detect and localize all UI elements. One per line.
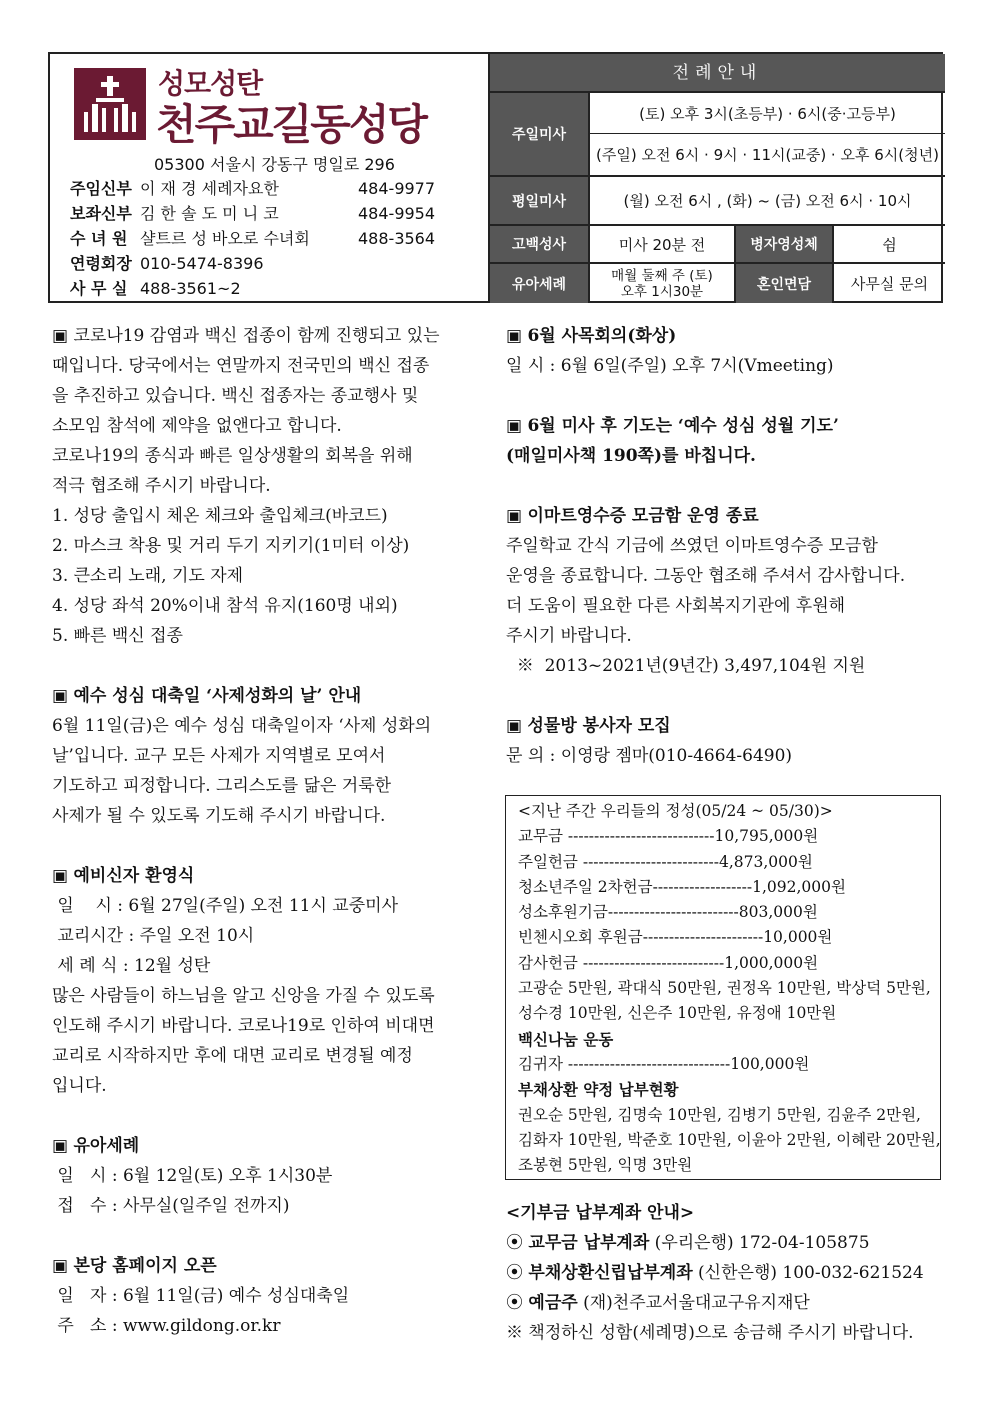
contact-role: 수 녀 원 — [70, 229, 128, 248]
account-value: (재)천주교서울대교구유지재단 — [577, 1293, 810, 1313]
offering-label: 주일헌금 — [518, 852, 583, 871]
parish-logo — [74, 68, 146, 140]
offering-value: 10,000원 — [763, 928, 833, 947]
account-item — [506, 1288, 944, 1318]
offering-summary-box — [505, 795, 941, 1180]
radio-bullet-icon: ⦿ — [506, 1263, 529, 1283]
homepage-line: 일 자 : 6월 11일(금) 예수 성심대축일 — [52, 1286, 350, 1306]
account-value: (우리은행) 172-04-105875 — [649, 1233, 870, 1253]
contact-row — [70, 251, 264, 274]
infant-baptism-value — [590, 264, 734, 303]
offering-label: 청소년주일 2차헌금 — [518, 877, 653, 896]
emart-line: 운영을 종료합니다. 그동안 협조해 주셔서 감사합니다. — [506, 566, 906, 586]
homepage-title: ▣ 본당 홈페이지 오픈 — [52, 1256, 217, 1276]
catechumen-line: 입니다. — [52, 1076, 107, 1096]
square-bullet-icon: ▣ — [52, 326, 74, 346]
covid-notice-line: 코로나19의 종식과 빠른 일상생활의 회복을 위해 — [52, 446, 413, 466]
infant-baptism-line: 접 수 : 사무실(일주일 전까지) — [52, 1196, 290, 1216]
sunday-mass-row — [490, 93, 945, 177]
contact-role: 사 무 실 — [70, 279, 128, 298]
donor-line: 조봉현 5만원, 익명 3만원 — [518, 1156, 693, 1175]
infant-baptism-line: 일 시 : 6월 12일(토) 오후 1시30분 — [52, 1166, 333, 1186]
parish-subtitle: 성모성탄 — [158, 67, 263, 100]
covid-rule-item: 5. 빠른 백신 접종 — [52, 626, 183, 646]
catechumen-line: 많은 사람들이 하느님을 알고 신앙을 가질 수 있도록 — [52, 986, 435, 1006]
emart-line: 더 도움이 필요한 다른 사회복지기관에 후원해 — [506, 596, 846, 616]
sick-communion-label: 병자영성체 — [734, 226, 834, 262]
contact-name: 샬트르 성 바오로 수녀회 — [140, 229, 310, 248]
square-bullet-icon: ▣ — [52, 1136, 74, 1156]
emart-title: ▣ 이마트영수증 모금함 운영 종료 — [506, 506, 759, 526]
covid-notice-line: 때입니다. 당국에서는 연말까지 전국민의 백신 접종 — [52, 356, 430, 376]
infant-baptism-title: ▣ 유아세례 — [52, 1136, 140, 1156]
square-bullet-icon: ▣ — [52, 686, 74, 706]
priest-day-line: 6월 11일(금)은 예수 성심 대축일이자 ‘사제 성화의 — [52, 716, 432, 736]
covid-rule-item: 3. 큰소리 노래, 기도 자제 — [52, 566, 244, 586]
meeting-line: 일 시 : 6월 6일(주일) 오후 7시(Vmeeting) — [506, 356, 834, 376]
contact-name: 이 재 경 세례자요한 — [140, 179, 279, 198]
offering-label: 감사헌금 — [518, 953, 583, 972]
contact-role: 연령회장 — [70, 254, 132, 273]
priest-day-line: 사제가 될 수 있도록 기도해 주시기 바랍니다. — [52, 806, 386, 826]
priest-day-line: 기도하고 피정합니다. 그리스도를 닮은 거룩한 — [52, 776, 392, 796]
contact-role: 보좌신부 — [70, 204, 132, 223]
donor-line: 성수경 10만원, 신은주 10만원, 유정애 10만원 — [518, 1004, 837, 1023]
contact-row — [70, 276, 241, 299]
sunday-mass-label: 주일미사 — [490, 93, 590, 175]
priest-day-title: ▣ 예수 성심 대축일 ‘사제성화의 날’ 안내 — [52, 686, 362, 706]
donor-line: 권오순 5만원, 김명숙 10만원, 김병기 5만원, 김윤주 2만원, — [518, 1105, 921, 1124]
covid-rule-item: 2. 마스크 착용 및 거리 두기 지키기(1미터 이상) — [52, 536, 410, 556]
right-column — [506, 321, 944, 771]
parish-info — [50, 54, 490, 301]
confession-value: 미사 20분 전 — [618, 235, 706, 254]
contact-role: 주임신부 — [70, 179, 132, 198]
donor-line: 고광순 5만원, 곽대식 50만원, 권정옥 10만원, 박상덕 5만원, — [518, 979, 931, 998]
contact-phone: 488-3564 — [358, 229, 436, 248]
catechumen-line: 인도해 주시기 바랍니다. 코로나19로 인하여 비대면 — [52, 1016, 435, 1036]
offering-value: 1,000,000원 — [724, 953, 819, 972]
offering-row: 청소년주일 2차헌금-------------------1,092,000원 — [518, 877, 846, 896]
square-bullet-icon: ▣ — [506, 416, 528, 436]
offering-label: 김귀자 — [518, 1054, 568, 1073]
square-bullet-icon: ▣ — [52, 866, 74, 886]
account-item — [506, 1258, 944, 1288]
emart-line: 주일학교 간식 기금에 쓰였던 이마트영수증 모금함 — [506, 536, 878, 556]
offering-row: 감사헌금 ---------------------------1,000,000원 — [518, 953, 819, 972]
bulletin-header — [48, 52, 943, 303]
priest-day-line: 날’입니다. 교구 모든 사제가 지역별로 모여서 — [52, 746, 386, 766]
accounts-title: <기부금 납부계좌 안내> — [506, 1203, 695, 1223]
contact-name: 김 한 솔 도 미 니 코 — [140, 204, 279, 223]
offering-row: 김귀자 -------------------------------100,000원 — [518, 1054, 810, 1073]
account-item — [506, 1228, 944, 1258]
offering-row: 성소후원기금-------------------------803,000원 — [518, 903, 818, 922]
infant-baptism-value-line1: 매월 둘째 주 (토) — [611, 267, 713, 284]
square-bullet-icon: ▣ — [506, 716, 528, 736]
contact-row — [70, 201, 435, 224]
homepage-url[interactable]: 주 소 : www.gildong.or.kr — [52, 1316, 281, 1336]
catechumen-line: 세 례 식 : 12월 성탄 — [52, 956, 211, 976]
offering-label: 성소후원기금 — [518, 903, 608, 922]
covid-notice-line: 소모임 참석에 제약을 없앤다고 합니다. — [52, 416, 342, 436]
offering-label: 빈첸시오회 후원금 — [518, 928, 643, 947]
account-label: 부채상환신립납부계좌 — [528, 1263, 693, 1283]
account-note: ※ 책정하신 성함(세례명)으로 송금해 주시기 바랍니다. — [506, 1323, 914, 1343]
square-bullet-icon: ▣ — [506, 506, 528, 526]
offering-title: <지난 주간 우리들의 정성(05/24 ~ 05/30)> — [518, 802, 833, 820]
radio-bullet-icon: ⦿ — [506, 1293, 529, 1313]
emart-line: 주시기 바랍니다. — [506, 626, 632, 646]
covid-notice-line: 적극 협조해 주시기 바랍니다. — [52, 476, 271, 496]
weekday-mass-row — [490, 177, 945, 226]
parish-name: 천주교길동성당 — [156, 100, 427, 149]
catechumen-line: 교리로 시작하지만 후에 대면 교리로 변경될 예정 — [52, 1046, 413, 1066]
offering-row: 주일헌금 --------------------------4,873,000원 — [518, 852, 813, 871]
contact-phone: 484-9954 — [358, 204, 436, 223]
emart-line: ※ 2013~2021년(9년간) 3,497,104원 지원 — [506, 656, 866, 676]
covid-notice-title: ▣ 코로나19 감염과 백신 접종이 함께 진행되고 있는 — [52, 326, 440, 346]
left-column — [52, 321, 484, 1341]
infant-baptism-value-line2: 오후 1시30분 — [620, 283, 704, 300]
catechumen-title: ▣ 예비신자 환영식 — [52, 866, 195, 886]
sick-communion-value: 쉼 — [882, 235, 897, 254]
volunteer-title: ▣ 성물방 봉사자 모집 — [506, 716, 671, 736]
meeting-title: ▣ 6월 사목회의(화상) — [506, 326, 677, 346]
offering-row: 교무금 ----------------------------10,795,000원 — [518, 827, 819, 846]
prayer-line: (매일미사책 190쪽)를 바칩니다. — [506, 446, 756, 466]
weekday-mass-value: (월) 오전 6시 , (화) ~ (금) 오전 6시 · 10시 — [623, 192, 912, 210]
donor-line: 김화자 10만원, 박준호 10만원, 이윤아 2만원, 이혜란 20만원, — [518, 1130, 941, 1149]
contact-name: 010-5474-8396 — [140, 254, 264, 273]
mass-schedule-table — [488, 54, 945, 301]
offering-value: 100,000원 — [730, 1054, 810, 1073]
square-bullet-icon: ▣ — [52, 1256, 74, 1276]
contact-row — [70, 226, 435, 249]
sunday-mass-sunday: (주일) 오전 6시 · 9시 · 11시(교중) · 오후 6시(청년) — [596, 146, 939, 164]
infant-baptism-row — [490, 264, 945, 303]
volunteer-line: 문 의 : 이영랑 젬마(010-4664-6490) — [506, 746, 793, 766]
prayer-title: ▣ 6월 미사 후 기도는 ‘예수 성심 성월 기도’ — [506, 416, 839, 436]
marriage-label: 혼인면담 — [734, 264, 834, 303]
confession-row — [490, 226, 945, 264]
vaccine-sharing-title: 백신나눔 운동 — [518, 1029, 614, 1049]
offering-label: 교무금 — [518, 827, 568, 846]
radio-bullet-icon: ⦿ — [506, 1233, 529, 1253]
account-value: (신한은행) 100-032-621524 — [692, 1263, 924, 1283]
sunday-mass-saturday: (토) 오후 3시(초등부) · 6시(중·고등부) — [590, 93, 945, 134]
catechumen-line: 교리시간 : 주일 오전 10시 — [52, 926, 255, 946]
weekday-mass-label: 평일미사 — [490, 177, 590, 224]
parish-address: 05300 서울시 강동구 명일로 296 — [154, 155, 395, 174]
account-label: 교무금 납부계좌 — [528, 1233, 650, 1253]
contact-phone: 484-9977 — [358, 179, 436, 198]
debt-pledge-title: 부채상환 약정 납부현황 — [518, 1080, 679, 1100]
catechumen-line: 일 시 : 6월 27일(주일) 오전 11시 교중미사 — [52, 896, 398, 916]
infant-baptism-label: 유아세례 — [490, 264, 590, 303]
covid-notice-line: 을 추진하고 있습니다. 백신 접종자는 종교행사 및 — [52, 386, 419, 406]
mass-schedule-title: 전례안내 — [490, 54, 945, 93]
offering-value: 803,000원 — [738, 903, 818, 922]
covid-rule-item: 4. 성당 좌석 20%이내 참석 유지(160명 내외) — [52, 596, 398, 616]
confession-label: 고백성사 — [490, 226, 590, 262]
donation-accounts — [506, 1198, 944, 1348]
offering-value: 1,092,000원 — [752, 877, 846, 896]
marriage-value: 사무실 문의 — [850, 275, 929, 293]
offering-value: 4,873,000원 — [719, 852, 813, 871]
contact-row — [70, 176, 435, 199]
contact-name: 488-3561~2 — [140, 279, 241, 298]
square-bullet-icon: ▣ — [506, 326, 528, 346]
offering-row: 빈첸시오회 후원금-----------------------10,000원 — [518, 928, 833, 947]
offering-value: 10,795,000원 — [714, 827, 819, 846]
covid-rule-item: 1. 성당 출입시 체온 체크와 출입체크(바코드) — [52, 506, 388, 526]
account-label: 예금주 — [528, 1293, 578, 1313]
